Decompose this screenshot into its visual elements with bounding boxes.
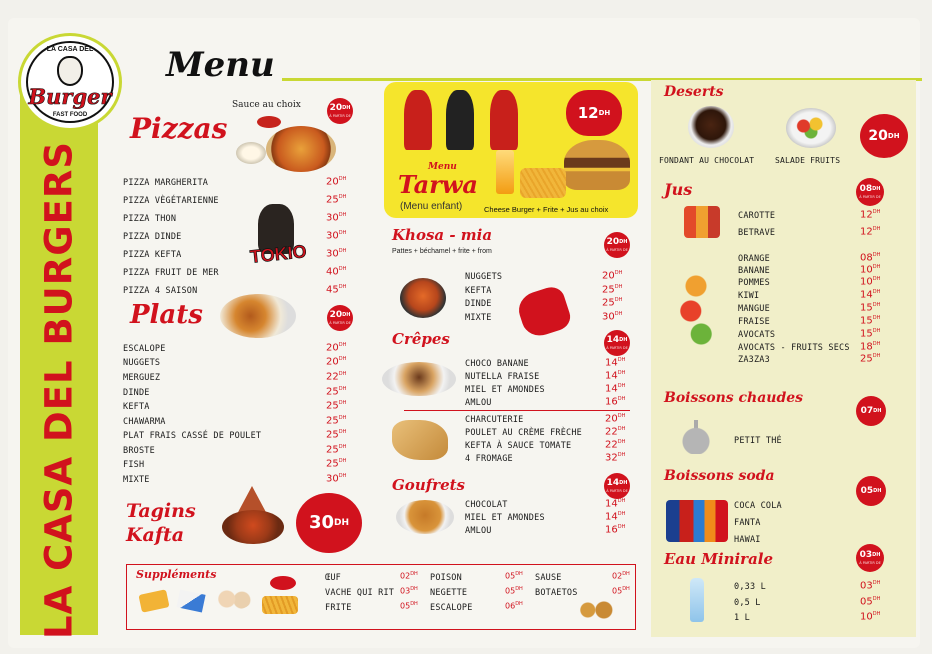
menu-title: Menu [166, 45, 275, 85]
list-item: NUGGETS [123, 358, 161, 368]
price: $25^{DH}$ [326, 386, 347, 398]
price: $30^{DH}$ [326, 212, 347, 224]
eau-badge: $03^{DH}$ À PARTIR DE [856, 544, 884, 572]
price: $14^{DH}$ [605, 357, 626, 369]
tagins-badge: $30^{DH}$ [296, 493, 362, 553]
pizzas-badge: $20^{DH}$ À PARTIR DE [327, 98, 353, 124]
price: $15^{DH}$ [860, 302, 881, 314]
price: $22^{DH}$ [605, 426, 626, 438]
goufrets-title: Goufrets [392, 476, 465, 494]
soda-item: HAWAI [734, 535, 761, 545]
list-item: KEFTA À SAUCE TOMATE [465, 441, 572, 451]
list-item: NEGETTE [430, 588, 468, 598]
khosa-badge: $20^{DH}$ À PARTIR DE [604, 232, 630, 258]
price: $14^{DH}$ [605, 383, 626, 395]
price: $05^{DH}$ [505, 586, 523, 596]
list-item: DINDE [465, 299, 492, 309]
logo [18, 33, 122, 131]
list-item: CHAWARMA [123, 417, 166, 427]
list-item: MERGUEZ [123, 373, 161, 383]
goufrets-badge: $14^{DH}$ À PARTIR DE [604, 473, 630, 499]
price: $06^{DH}$ [505, 601, 523, 611]
soda-title: Boissons soda [664, 468, 775, 484]
list-item: POULET AU CRÈME FRÈCHE [465, 428, 582, 438]
crepes-title: Crêpes [392, 330, 450, 348]
logo-top-text: LA CASA DEL [46, 46, 94, 53]
price: $25^{DH}$ [326, 429, 347, 441]
list-item: BROSTE [123, 446, 155, 456]
tagine-image [222, 486, 284, 548]
price: $05^{DH}$ [505, 571, 523, 581]
list-item: CHOCOLAT [465, 500, 508, 510]
juice-splash-image [670, 256, 722, 356]
list-item: 0,5 L [734, 598, 761, 608]
price: $25^{DH}$ [326, 415, 347, 427]
price: $16^{DH}$ [605, 524, 626, 536]
fondant-image [688, 106, 734, 148]
burger-image [564, 140, 630, 190]
price: $25^{DH}$ [326, 444, 347, 456]
deserts-badge: $20^{DH}$ [860, 114, 908, 158]
vertical-title: LA CASA DEL BURGERS [37, 140, 81, 640]
list-item: ESCALOPE [430, 603, 473, 613]
list-item: KEFTA [465, 286, 492, 296]
plats-title: Plats [130, 300, 203, 330]
list-item: BANANE [738, 266, 770, 276]
list-item: PLAT FRAIS CASSÉ DE POULET [123, 431, 262, 441]
price: $25^{DH}$ [326, 400, 347, 412]
price: $05^{DH}$ [612, 586, 630, 596]
price: $25^{DH}$ [326, 194, 347, 206]
price: $45^{DH}$ [326, 284, 347, 296]
list-item: ZA3ZA3 [738, 355, 770, 365]
price: $10^{DH}$ [860, 276, 881, 288]
divider [404, 410, 630, 411]
crepe-savory-image [392, 420, 448, 460]
price: $25^{DH}$ [326, 458, 347, 470]
list-item: ŒUF [325, 573, 341, 583]
list-item: ORANGE [738, 254, 770, 264]
teapot-image [676, 418, 716, 454]
list-item: CHARCUTERIE [465, 415, 524, 425]
list-item: BOTAETOS [535, 588, 578, 598]
list-item: PIZZA 4 SAISON [123, 286, 198, 296]
nuggets-image [574, 600, 620, 620]
price: $03^{DH}$ [400, 586, 418, 596]
list-item: PIZZA VÈGÉTARIENNE [123, 196, 219, 206]
waffle-image [396, 500, 454, 534]
sauce-cup-image [257, 116, 281, 128]
juice-dispenser-image [684, 206, 720, 238]
soda-item: COCA COLA [734, 501, 782, 511]
price: $20^{DH}$ [602, 270, 623, 282]
pizzas-title: Pizzas [130, 112, 228, 145]
fish-image [270, 576, 296, 590]
list-item: SAUSE [535, 573, 562, 583]
price: $18^{DH}$ [860, 341, 881, 353]
price: $05^{DH}$ [400, 601, 418, 611]
price: $02^{DH}$ [400, 571, 418, 581]
list-item: 4 FROMAGE [465, 454, 513, 464]
deserts-title: Deserts [664, 84, 724, 100]
list-item: AVOCATS [738, 330, 776, 340]
tagine-dish [222, 510, 284, 544]
tarwa-characters [404, 90, 524, 152]
price: $20^{DH}$ [605, 413, 626, 425]
price: $15^{DH}$ [860, 328, 881, 340]
price: $08^{DH}$ [860, 252, 881, 264]
tokio-label: TOKIO [249, 241, 308, 267]
price: $32^{DH}$ [605, 452, 626, 464]
tarwa-title: Tarwa [398, 170, 478, 199]
price: $20^{DH}$ [326, 356, 347, 368]
list-item: NUGGETS [465, 272, 503, 282]
soda-badge: $05^{DH}$ [856, 476, 886, 506]
fries-image [520, 168, 566, 198]
list-item: KIWI [738, 291, 760, 301]
logo-burger-text: Burger [28, 84, 112, 109]
list-item: VACHE QUI RIT [325, 588, 395, 598]
tarwa-menu-small: Menu [428, 162, 457, 172]
price: $25^{DH}$ [860, 353, 881, 365]
soda-item: FANTA [734, 518, 761, 528]
price: $02^{DH}$ [612, 571, 630, 581]
price: $30^{DH}$ [326, 230, 347, 242]
jus-badge: $08^{DH}$ À PARTIR DE [856, 178, 884, 206]
logo-bottom-text: FAST FOOD [52, 112, 88, 118]
list-item: 1 L [734, 613, 750, 623]
list-item: CAROTTE [738, 211, 776, 221]
tarwa-price-badge: $12^{DH}$ [566, 90, 622, 136]
khosa-title: Khosa - mia [392, 226, 493, 244]
chaudes-badge: $07^{DH}$ [856, 396, 886, 426]
tarwa-subtitle: (Menu enfant) [400, 201, 463, 212]
tarwa-description: Cheese Burger + Frite + Jus au choix [484, 205, 609, 214]
price: $30^{DH}$ [326, 248, 347, 260]
character-figure [490, 90, 518, 150]
price: $14^{DH}$ [605, 370, 626, 382]
price: $22^{DH}$ [605, 439, 626, 451]
crepes-badge: $14^{DH}$ À PARTIR DE [604, 330, 630, 356]
price: $05^{DH}$ [860, 596, 881, 608]
price: $25^{DH}$ [602, 297, 623, 309]
list-item: AMLOU [465, 526, 492, 536]
sauce-note: Sauce au choix [232, 100, 301, 110]
list-item: POMMES [738, 278, 770, 288]
list-item: AVOCATS - FRUITS SECS [738, 343, 850, 353]
list-item: FISH [123, 460, 145, 470]
list-item: 0,33 L [734, 582, 766, 592]
soda-cans-image [666, 500, 728, 542]
fruit-salad-image [786, 108, 836, 148]
khosa-description: Pattes + béchamel + frite + from [392, 248, 492, 255]
fries-small-image [262, 596, 298, 614]
list-item: FRITE [325, 603, 352, 613]
price: $30^{DH}$ [602, 311, 623, 323]
list-item: FRAISE [738, 317, 770, 327]
price: $14^{DH}$ [605, 498, 626, 510]
list-item: MIXTE [465, 313, 492, 323]
character-figure [446, 90, 474, 150]
tagins-title-2: Kafta [126, 524, 185, 546]
jus-title: Jus [664, 180, 693, 199]
desert-item: FONDANT AU CHOCOLAT [659, 156, 755, 165]
price: $20^{DH}$ [326, 342, 347, 354]
eau-title: Eau Minirale [664, 550, 774, 568]
list-item: PIZZA DINDE [123, 232, 182, 242]
list-item: KEFTA [123, 402, 150, 412]
tagins-title-1: Tagins [126, 500, 196, 522]
price: $40^{DH}$ [326, 266, 347, 278]
list-item: PIZZA MARGHERITA [123, 178, 209, 188]
price: $10^{DH}$ [860, 611, 881, 623]
crepe-image [382, 362, 456, 396]
logo-mask [57, 56, 83, 86]
khosa-dish-image [400, 278, 446, 318]
eggs-image [216, 588, 252, 610]
desert-item: SALADE FRUITS [775, 156, 841, 165]
price: $25^{DH}$ [602, 284, 623, 296]
list-item: ESCALOPE [123, 344, 166, 354]
chaudes-item: PETIT THÉ [734, 436, 782, 446]
pizza-image [266, 126, 336, 172]
plats-badge: $20^{DH}$ À PARTIR DE [327, 305, 353, 331]
price: $14^{DH}$ [605, 511, 626, 523]
supplements-title: Suppléments [136, 568, 217, 581]
list-item: CHOCO BANANE [465, 359, 529, 369]
price: $22^{DH}$ [326, 371, 347, 383]
list-item: DINDE [123, 388, 150, 398]
price: $20^{DH}$ [326, 176, 347, 188]
list-item: MANGUE [738, 304, 770, 314]
water-bottle-image [690, 578, 704, 622]
sauce-bowl-image [236, 142, 266, 164]
list-item: BETRAVE [738, 228, 776, 238]
price: $12^{DH}$ [860, 209, 881, 221]
price: $12^{DH}$ [860, 226, 881, 238]
list-item: MIEL ET AMONDES [465, 513, 545, 523]
juice-image [496, 150, 514, 194]
character-figure [404, 90, 432, 150]
list-item: NUTELLA FRAISE [465, 372, 540, 382]
list-item: PIZZA FRUIT DE MER [123, 268, 219, 278]
plate-image [220, 294, 296, 338]
price: $16^{DH}$ [605, 396, 626, 408]
price: $14^{DH}$ [860, 289, 881, 301]
price: $30^{DH}$ [326, 473, 347, 485]
list-item: MIEL ET AMONDES [465, 385, 545, 395]
list-item: PIZZA THON [123, 214, 177, 224]
price: $10^{DH}$ [860, 264, 881, 276]
chaudes-title: Boissons chaudes [664, 390, 804, 406]
price: $15^{DH}$ [860, 315, 881, 327]
price: $03^{DH}$ [860, 580, 881, 592]
list-item: POISON [430, 573, 462, 583]
list-item: PIZZA KEFTA [123, 250, 182, 260]
list-item: AMLOU [465, 398, 492, 408]
list-item: MIXTE [123, 475, 150, 485]
